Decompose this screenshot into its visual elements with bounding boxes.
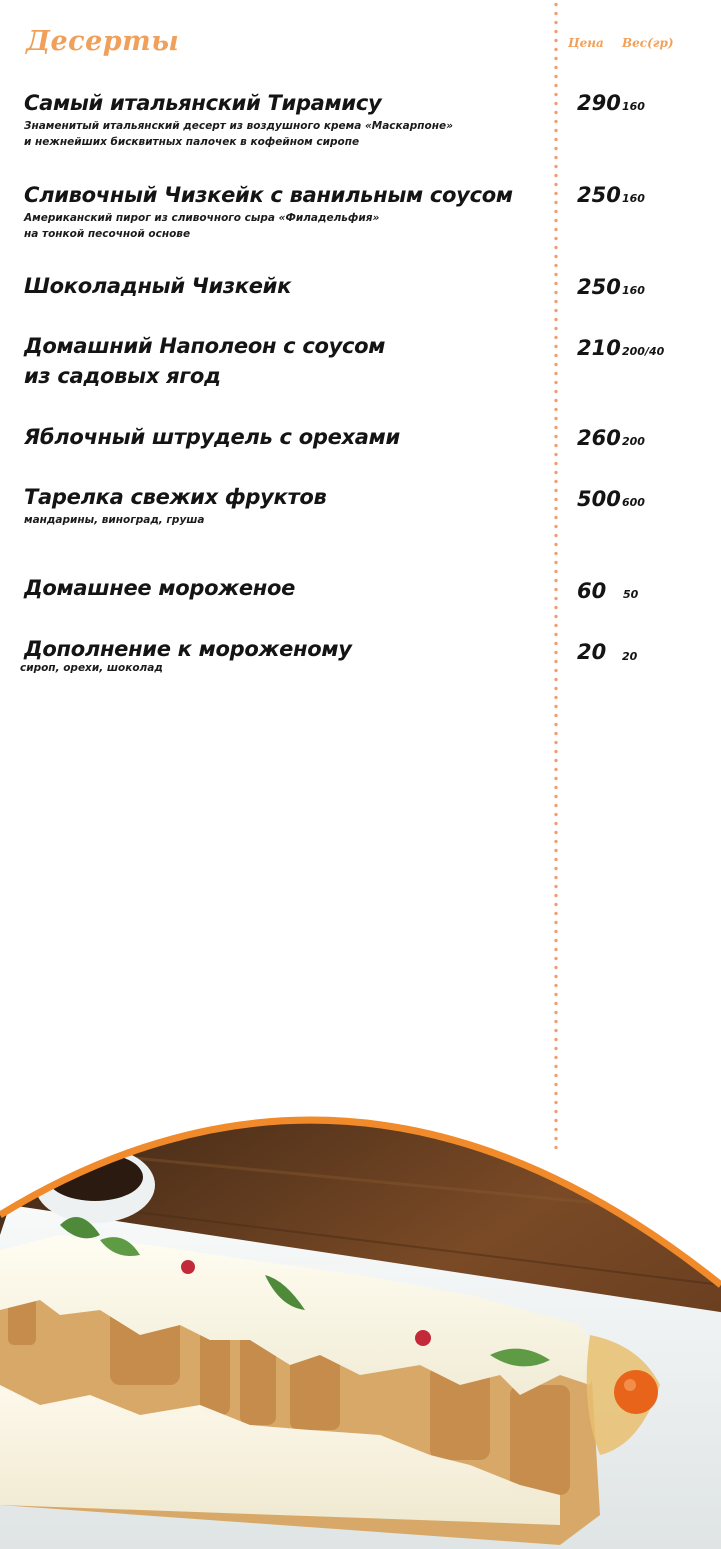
item-weight: 50 <box>623 588 639 601</box>
item-price: 290 <box>577 91 621 115</box>
item-price: 250 <box>577 275 621 299</box>
item-weight: 160 <box>622 100 645 113</box>
item-weight: 160 <box>622 192 645 205</box>
section-title: Десерты <box>26 26 180 57</box>
item-name: Самый итальянский Тирамису <box>24 91 382 115</box>
item-name: Домашний Наполеон с соусом из садовых ягод <box>24 334 386 388</box>
item-weight: 160 <box>622 284 645 297</box>
menu-item <box>24 88 544 150</box>
item-price: 250 <box>577 183 621 207</box>
item-description: сироп, орехи, шоколад <box>20 662 163 674</box>
item-name: Яблочный штрудель с орехами <box>24 425 400 449</box>
item-weight: 200/40 <box>622 345 665 358</box>
item-price: 210 <box>577 336 621 360</box>
item-weight: 200 <box>622 435 645 448</box>
weight-column-header: Вес(гр) <box>622 36 674 50</box>
dessert-photo <box>0 1085 721 1549</box>
menu-item <box>20 634 540 676</box>
item-price: 20 <box>577 640 607 664</box>
item-description: мандарины, виноград, груша <box>24 514 205 526</box>
column-divider-dotted <box>553 0 559 1150</box>
item-description: Знаменитый итальянский десерт из воздушного крема «Маскарпоне» и нежнейших бисквитных палочек в кофейном сиропе <box>24 120 453 148</box>
item-description: Американский пирог из сливочного сыра «Филадельфия» на тонкой песочной основе <box>24 212 380 240</box>
menu-item <box>24 422 544 452</box>
menu-item <box>24 331 544 391</box>
item-name: Шоколадный Чизкейк <box>24 274 292 298</box>
item-price: 500 <box>577 487 621 511</box>
item-price: 60 <box>577 579 607 603</box>
item-name: Сливочный Чизкейк с ванильным соусом <box>24 183 513 207</box>
item-weight: 600 <box>622 496 645 509</box>
item-weight: 20 <box>622 650 638 663</box>
item-name: Тарелка свежих фруктов <box>24 485 327 509</box>
item-price: 260 <box>577 426 621 450</box>
menu-item <box>24 482 544 528</box>
price-column-header: Цена <box>568 36 604 50</box>
menu-item <box>24 573 544 603</box>
item-name: Дополнение к мороженому <box>24 637 352 661</box>
menu-item <box>24 271 544 301</box>
menu-item <box>24 180 544 242</box>
item-name: Домашнее мороженое <box>24 576 296 600</box>
